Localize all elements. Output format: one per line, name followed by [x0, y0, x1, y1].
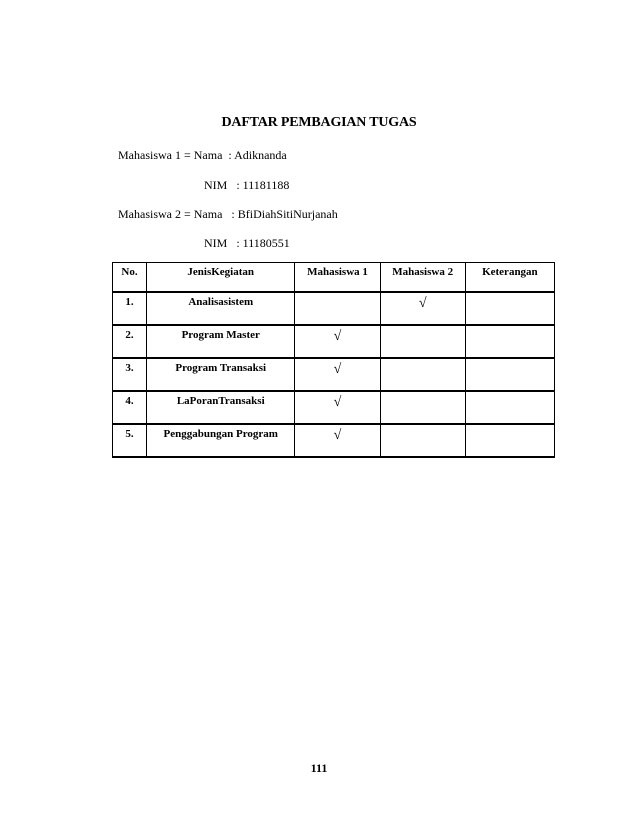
task-table — [112, 262, 555, 458]
cell-keterangan — [465, 325, 554, 358]
header-mahasiswa-1: Mahasiswa 1 — [295, 263, 380, 293]
student-2-name: Mahasiswa 2 = Nama : BfiDiahSitiNurjanah — [118, 207, 338, 221]
page-number: 111 — [310, 761, 328, 775]
cell-kegiatan: Analisasistem — [147, 292, 295, 325]
table-row — [113, 325, 555, 358]
table-header-row — [113, 263, 555, 293]
cell-no: 1. — [113, 292, 147, 325]
cell-mahasiswa-2 — [380, 424, 465, 457]
cell-no: 5. — [113, 424, 147, 457]
cell-keterangan — [465, 292, 554, 325]
cell-no: 2. — [113, 325, 147, 358]
cell-mahasiswa-1 — [295, 292, 380, 325]
student-1-name: Mahasiswa 1 = Nama : Adiknanda — [118, 148, 287, 162]
header-kegiatan: JenisKegiatan — [147, 263, 295, 293]
table-row — [113, 391, 555, 424]
cell-mahasiswa-1: √ — [295, 391, 380, 424]
table-row — [113, 358, 555, 391]
cell-mahasiswa-1: √ — [295, 358, 380, 391]
cell-mahasiswa-2 — [380, 358, 465, 391]
header-mahasiswa-2: Mahasiswa 2 — [380, 263, 465, 293]
cell-mahasiswa-2: √ — [380, 292, 465, 325]
cell-kegiatan: Penggabungan Program — [147, 424, 295, 457]
student-2-nim: NIM : 11180551 — [204, 236, 290, 250]
cell-mahasiswa-1: √ — [295, 424, 380, 457]
table-row — [113, 292, 555, 325]
cell-kegiatan: LaPoranTransaksi — [147, 391, 295, 424]
cell-keterangan — [465, 424, 554, 457]
header-keterangan: Keterangan — [465, 263, 554, 293]
cell-kegiatan: Program Master — [147, 325, 295, 358]
cell-mahasiswa-2 — [380, 325, 465, 358]
document-title: DAFTAR PEMBAGIAN TUGAS — [221, 115, 417, 130]
table-row — [113, 424, 555, 457]
cell-mahasiswa-1: √ — [295, 325, 380, 358]
cell-no: 4. — [113, 391, 147, 424]
header-no: No. — [113, 263, 147, 293]
cell-keterangan — [465, 391, 554, 424]
cell-no: 3. — [113, 358, 147, 391]
student-1-nim: NIM : 11181188 — [204, 178, 290, 192]
cell-mahasiswa-2 — [380, 391, 465, 424]
cell-kegiatan: Program Transaksi — [147, 358, 295, 391]
cell-keterangan — [465, 358, 554, 391]
